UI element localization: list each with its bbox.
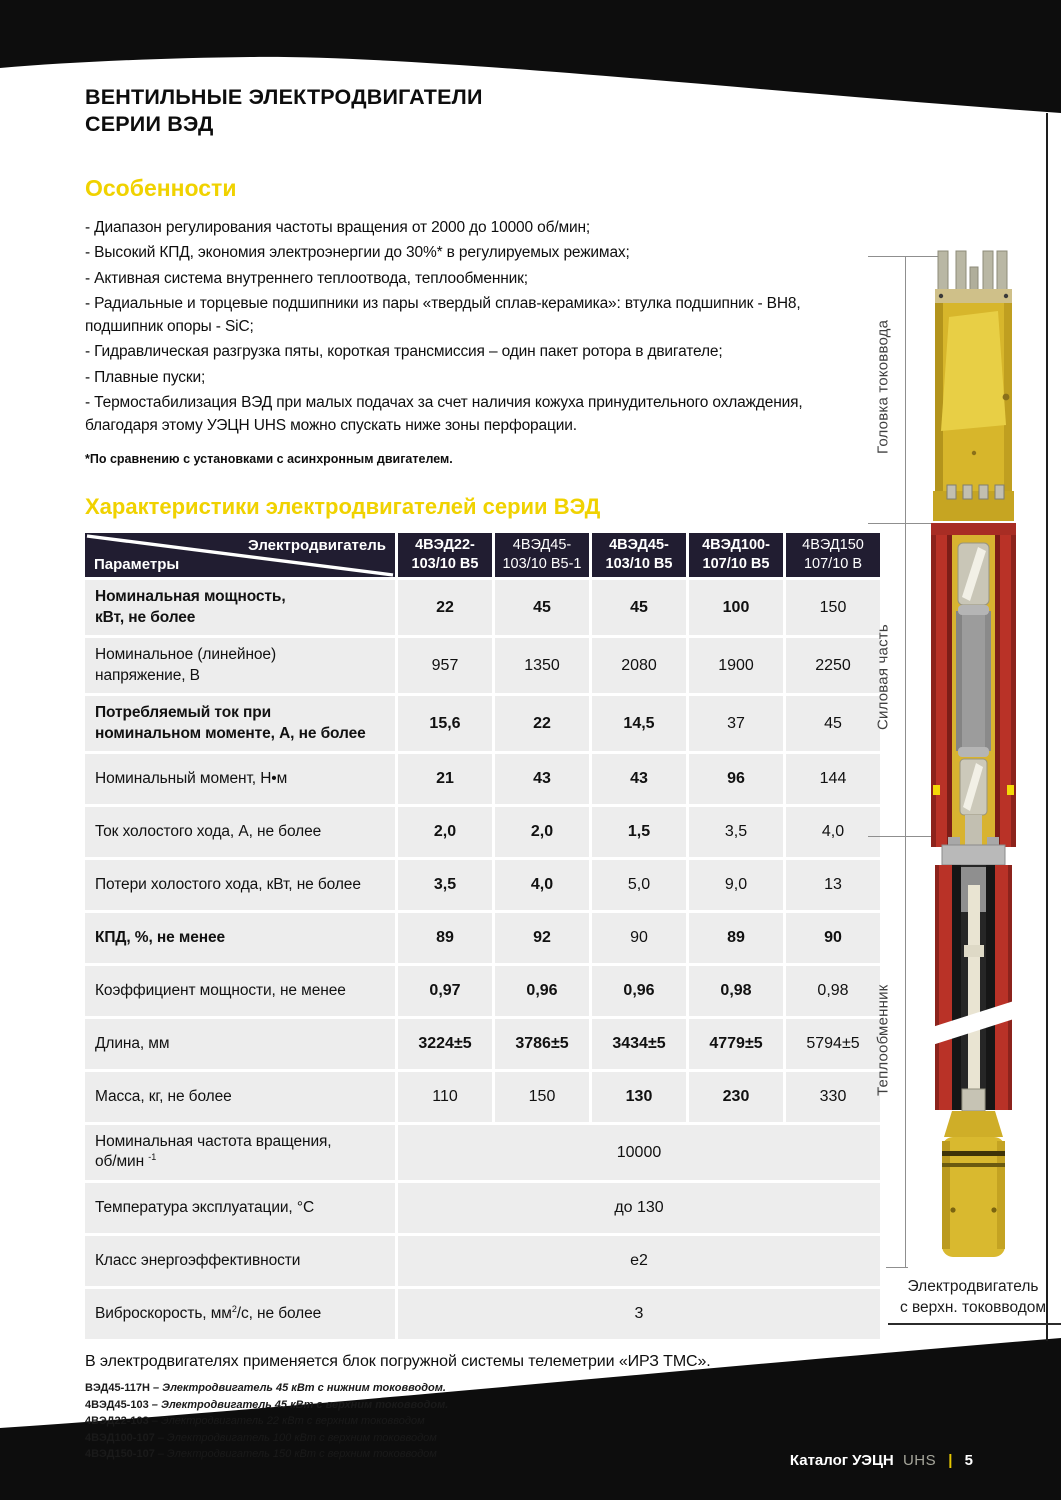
value-cell: 14,5 — [592, 696, 686, 751]
value-cell: 330 — [786, 1072, 880, 1122]
value-cell: 110 — [398, 1072, 492, 1122]
value-cell: 3434±5 — [592, 1019, 686, 1069]
value-cell: 37 — [689, 696, 783, 751]
label-part: Масса, кг, не более — [95, 1087, 232, 1105]
column-header-line2: 107/10 В5 — [702, 556, 770, 573]
motor-power-section — [931, 523, 1016, 847]
page-footer — [790, 1452, 973, 1469]
row-label-text — [95, 645, 276, 686]
value-cell: 0,98 — [786, 966, 880, 1016]
value-cell: 144 — [786, 754, 880, 804]
row-label-text — [95, 928, 225, 948]
label-part: Виброскорость, мм — [95, 1304, 232, 1322]
motor-heat-exchanger — [935, 865, 1012, 1111]
column-header — [786, 533, 880, 577]
merged-value-cell: 10000 — [398, 1125, 880, 1180]
corner-label-params: Параметры — [94, 556, 180, 574]
value-cell: 5794±5 — [786, 1019, 880, 1069]
footnote-description: – Электродвигатель 22 кВт с верхним токовводом — [151, 1415, 425, 1428]
feature-item: - Плавные пуски; — [85, 368, 206, 386]
value-cell: 1350 — [495, 638, 589, 693]
features-heading: Особенности — [85, 174, 237, 201]
value-cell: 0,96 — [592, 966, 686, 1016]
model-footnotes — [85, 1380, 880, 1463]
motor-bottom-cap — [942, 1111, 1005, 1257]
row-label — [85, 1289, 395, 1339]
column-header-line1: 4ВЭД45- — [512, 537, 572, 554]
label-part: напряжение, В — [95, 666, 200, 684]
illustration-caption — [885, 1276, 1061, 1318]
column-header-line2: 103/10 В5 — [605, 556, 673, 573]
row-label — [85, 1125, 395, 1180]
section-label-heatexchanger: Теплообменник — [874, 984, 892, 1096]
value-cell: 9,0 — [689, 860, 783, 910]
value-cell: 150 — [495, 1072, 589, 1122]
footnote-code: 4ВЭД100-107 — [85, 1431, 158, 1444]
value-cell: 1,5 — [592, 807, 686, 857]
row-label — [85, 754, 395, 804]
value-cell: 0,97 — [398, 966, 492, 1016]
telemetry-note: В электродвигателях применяется блок погружной системы телеметрии «ИРЗ ТМС». — [85, 1353, 711, 1371]
value-cell: 4,0 — [786, 807, 880, 857]
row-label-text — [95, 1198, 314, 1218]
value-cell: 45 — [786, 696, 880, 751]
feature-item: - Радиальные и торцевые подшипники из пары «твердый сплав-керамика»: втулка подшипник - ВН8, подшипник опоры - SiC; — [85, 295, 801, 335]
row-label-text — [95, 587, 286, 628]
footnote-item — [85, 1446, 880, 1463]
motor-illustration — [890, 245, 1061, 1275]
value-cell: 130 — [592, 1072, 686, 1122]
feature-item: - Диапазон регулирования частоты вращения от 2000 до 10000 об/мин; — [85, 218, 591, 236]
row-label-text — [95, 1087, 232, 1107]
footnote-description: – Электродвигатель 100 кВт с верхним токовводом — [157, 1431, 437, 1444]
row-label — [85, 1019, 395, 1069]
column-header-line2: 107/10 В — [803, 556, 863, 573]
value-cell: 3224±5 — [398, 1019, 492, 1069]
label-part: -1 — [148, 1152, 157, 1163]
label-part: Номинальное (линейное) — [95, 646, 276, 664]
footnote-code: 4ВЭД22-103 — [85, 1415, 152, 1428]
caption-line2: с верхн. токовводом — [899, 1299, 1047, 1316]
column-header — [592, 533, 686, 577]
label-part: Номинальная частота вращения, — [95, 1132, 332, 1150]
page-title-line1: ВЕНТИЛЬНЫЕ ЭЛЕКТРОДВИГАТЕЛИ — [85, 85, 483, 109]
label-part: Номинальный момент, Н•м — [95, 769, 288, 787]
footnote-description: – Электродвигатель 150 кВт с верхним токовводом — [157, 1448, 437, 1461]
corner-label-motor: Электродвигатель — [248, 537, 386, 555]
column-header-line2: 103/10 В5 — [411, 556, 479, 573]
value-cell: 2,0 — [398, 807, 492, 857]
merged-value-cell: е2 — [398, 1236, 880, 1286]
value-cell: 90 — [592, 913, 686, 963]
row-label-text — [95, 703, 366, 744]
label-part: номинальном моменте, А, не более — [95, 724, 366, 742]
value-cell: 21 — [398, 754, 492, 804]
value-cell: 100 — [689, 580, 783, 635]
footnote-code: ВЭД45-117Н — [85, 1382, 153, 1395]
footnote-item — [85, 1430, 880, 1447]
column-header — [398, 533, 492, 577]
row-label — [85, 580, 395, 635]
table-corner-cell — [85, 533, 395, 577]
value-cell: 4779±5 — [689, 1019, 783, 1069]
feature-item: - Активная система внутреннего теплоотвода, теплообменник; — [85, 269, 528, 287]
caption-line1: Электродвигатель — [907, 1278, 1039, 1295]
row-label-text — [95, 875, 361, 895]
footer-divider: | — [948, 1452, 953, 1469]
label-part: 2 — [231, 1303, 237, 1314]
footnote-item — [85, 1413, 880, 1430]
row-label-text — [95, 1034, 169, 1054]
footnote-item — [85, 1397, 880, 1414]
column-header-line2: 103/10 В5-1 — [502, 556, 582, 573]
label-part: Потребляемый ток при — [95, 704, 272, 722]
feature-item: - Высокий КПД, экономия электроэнергии до 30%* в регулируемых режимах; — [85, 244, 630, 262]
merged-value-cell: до 130 — [398, 1183, 880, 1233]
value-cell: 22 — [398, 580, 492, 635]
value-cell: 957 — [398, 638, 492, 693]
spec-table — [85, 533, 880, 1339]
footnote-code: 4ВЭД150-107 — [85, 1448, 158, 1461]
column-header-line1: 4ВЭД150 — [802, 537, 864, 554]
footnote-code: 4ВЭД45-103 — [85, 1398, 152, 1411]
label-part: кВт, не более — [95, 608, 196, 626]
row-label-text — [95, 981, 346, 1001]
value-cell: 150 — [786, 580, 880, 635]
feature-item: - Термостабилизация ВЭД при малых подачах за счет наличия кожуха принудительного охлаждения, благодаря этому УЭЦН UHS можно спускать ниже зоны перфорации. — [85, 394, 803, 434]
value-cell: 22 — [495, 696, 589, 751]
row-label — [85, 860, 395, 910]
merged-value-cell: 3 — [398, 1289, 880, 1339]
value-cell: 2080 — [592, 638, 686, 693]
row-label — [85, 966, 395, 1016]
row-label — [85, 638, 395, 693]
value-cell: 45 — [495, 580, 589, 635]
value-cell: 89 — [689, 913, 783, 963]
row-label — [85, 1183, 395, 1233]
column-header-line1: 4ВЭД22- — [415, 537, 475, 554]
features-list — [85, 217, 840, 438]
row-label-text — [95, 822, 321, 842]
value-cell: 0,98 — [689, 966, 783, 1016]
value-cell: 45 — [592, 580, 686, 635]
caption-underline — [888, 1323, 1061, 1325]
row-label-text — [95, 1304, 321, 1325]
feature-item: - Гидравлическая разгрузка пяты, короткая трансмиссия – один пакет ротора в двигателе; — [85, 343, 723, 361]
label-part: Длина, мм — [95, 1034, 170, 1052]
value-cell: 3,5 — [689, 807, 783, 857]
label-part: Класс энергоэффективности — [95, 1251, 301, 1269]
value-cell: 4,0 — [495, 860, 589, 910]
footer-page-number: 5 — [964, 1452, 973, 1469]
specs-heading: Характеристики электродвигателей серии ВЭД — [85, 494, 601, 520]
value-cell: 96 — [689, 754, 783, 804]
value-cell: 15,6 — [398, 696, 492, 751]
value-cell: 0,96 — [495, 966, 589, 1016]
value-cell: 90 — [786, 913, 880, 963]
label-part: Ток холостого хода, А, не более — [95, 822, 322, 840]
value-cell: 3786±5 — [495, 1019, 589, 1069]
row-label-text — [95, 769, 287, 789]
label-part: Коэффициент мощности, не менее — [95, 981, 346, 999]
footnote-description: – Электродвигатель 45 кВт с нижним токовводом. — [152, 1382, 446, 1395]
label-part: /с, не более — [236, 1304, 322, 1322]
motor-pins — [938, 251, 1007, 291]
motor-head — [933, 289, 1014, 521]
row-label — [85, 807, 395, 857]
value-cell: 92 — [495, 913, 589, 963]
value-cell: 43 — [495, 754, 589, 804]
label-part: Температура эксплуатации, °С — [95, 1198, 315, 1216]
label-part: Потери холостого хода, кВт, не более — [95, 875, 361, 893]
page-title-line2: СЕРИИ ВЭД — [85, 111, 214, 136]
row-label-text — [95, 1132, 332, 1173]
page-title — [85, 84, 880, 138]
value-cell: 43 — [592, 754, 686, 804]
footnote-item — [85, 1380, 880, 1397]
asterisk-note: *По сравнению с установками с асинхронным двигателем. — [85, 452, 453, 467]
row-label — [85, 913, 395, 963]
footer-catalog-label: Каталог УЭЦН — [789, 1452, 894, 1469]
value-cell: 1900 — [689, 638, 783, 693]
footer-series-label: UHS — [902, 1452, 937, 1469]
value-cell: 2,0 — [495, 807, 589, 857]
column-header-line1: 4ВЭД100- — [702, 537, 770, 554]
section-label-head: Головка токоввода — [874, 319, 892, 455]
column-header — [495, 533, 589, 577]
value-cell: 3,5 — [398, 860, 492, 910]
value-cell: 13 — [786, 860, 880, 910]
section-label-power: Силовая часть — [874, 624, 892, 730]
value-cell: 2250 — [786, 638, 880, 693]
main-content — [85, 84, 880, 1463]
row-label — [85, 696, 395, 751]
footnote-description: – Электродвигатель 45 кВт с верхним токовводом. — [151, 1398, 449, 1411]
row-label-text — [95, 1251, 300, 1271]
value-cell: 89 — [398, 913, 492, 963]
label-part: Номинальная мощность, — [95, 588, 286, 606]
label-part: об/мин — [95, 1153, 149, 1171]
row-label — [85, 1236, 395, 1286]
value-cell: 230 — [689, 1072, 783, 1122]
column-header-line1: 4ВЭД45- — [609, 537, 669, 554]
value-cell: 5,0 — [592, 860, 686, 910]
column-header — [689, 533, 783, 577]
label-part: КПД, %, не менее — [95, 928, 226, 946]
row-label — [85, 1072, 395, 1122]
